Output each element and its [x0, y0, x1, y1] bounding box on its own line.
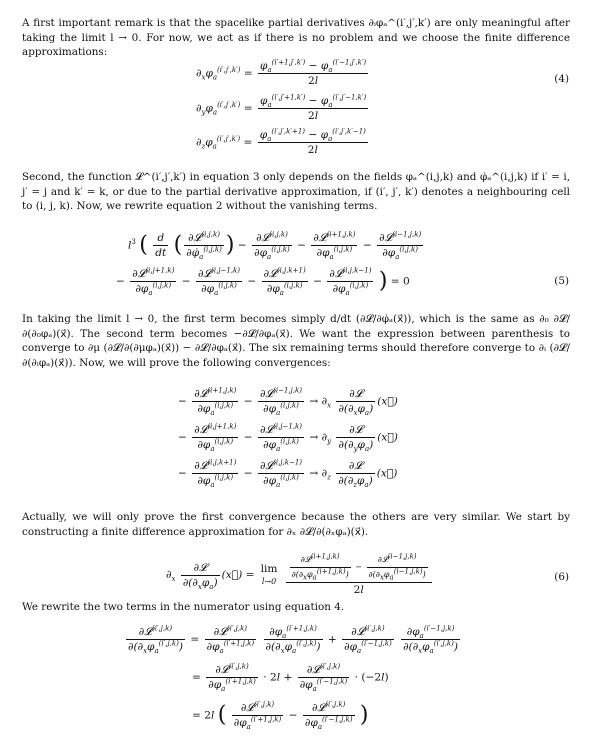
equation-5-line-2: − $\frac{\partial 𝓛^{(i,j+1,k)}}{\partial\varphi_a^{(i,j,k)}}$ − $\frac{\partial 𝓛^{(i,j-1,k)}}{\partial\varphi_a^{(i,j,k)}}$ − $\frac{\partial 𝓛^{(i,j,k+1)}}{\partial\varphi_a^{(i,j,k)}}$ − $\frac{\partial 𝓛^{(i,j,k-1)}}{\partial\varphi_a^{(i,j,k)}}$ ) = 0: [116, 266, 410, 298]
equation-4-y: $\partial_y\varphi_a^{(i',j',k')}$ = $\frac{\varphi_a^{(i',j'+1,k')} - \varphi_a^{(i',j'-1,k')}}{2l}$: [196, 93, 367, 122]
paragraph-1-text: A first important remark is that the spacelike partial derivatives ∂ᵢφₐ^(i′,j′,k′) are only meaningful after taking the limit l → 0. For now, we act as if there is no problem and we choose the finite difference approximations:: [22, 17, 570, 58]
paragraph-2: [22, 170, 570, 214]
equation-6: $\partial_x$ $\frac{\text{∂𝓛}}{\partial(\partial_x\varphi_a)}$ (x⃗) = lim l→0 $\frac{\partial 𝓛^{(i+1,j,k)}}{\partial(\partial_x\varphi_a^{(i+1,j,k)})}$ − $\frac{\partial 𝓛^{(i-1,j,k)}}{\partial(\partial_x\varphi_a^{(i-1,j,k)})}$ 2l: [166, 554, 434, 596]
paragraph-5: [22, 600, 570, 615]
paragraph-5-text: We rewrite the two terms in the numerator using equation 4.: [22, 601, 345, 613]
equation-6-number: (6): [554, 571, 569, 583]
rewrite-line-3: = 2l ( $\frac{\partial 𝓛^{(i',j,k)}}{\partial\varphi_a^{(i'+1,j,k)}}$ − $\frac{\partial 𝓛^{(i',j,k)}}{\partial\varphi_a^{(i'-1,j,k)}}$ ): [192, 700, 369, 732]
convergence-z: − $\frac{\partial 𝓛^{(i,j,k+1)}}{\partial\varphi_a^{(i,j,k)}}$ − $\frac{\partial 𝓛^{(i,j,k-1)}}{\partial\varphi_a^{(i,j,k)}}$ → $\partial_z$ $\frac{\text{∂𝓛}}{\partial(\partial_z\varphi_a)}$ (x⃗): [178, 458, 398, 490]
paragraph-3-text: In taking the limit l → 0, the first term becomes simply d/dt (∂𝓛/∂φ̇ₐ(x⃗)), which is the same as ∂₀ ∂𝓛/∂(∂₀φₐ)(x⃗). The second term becomes −∂𝓛/∂φₐ(x⃗). We want the expression between parenthesis to converge to ∂μ (∂𝓛/∂(∂μφₐ)(x⃗)) − ∂𝓛/∂φₐ(x⃗). The six remaining terms should therefore converge to ∂ᵢ (∂𝓛/∂(∂ᵢφₐ)(x⃗)). Now, we will prove the following convergences:: [22, 313, 570, 369]
equation-5-number: (5): [554, 275, 569, 287]
paragraph-4: [22, 510, 570, 539]
equation-4-z: $\partial_z\varphi_a^{(i',j',k')}$ = $\frac{\varphi_a^{(i',j',k'+1)} - \varphi_a^{(i',j',k'-1)}}{2l}$: [196, 127, 366, 156]
paragraph-3: [22, 312, 570, 370]
rewrite-line-1: $\frac{\partial 𝓛^{(i',j,k)}}{\partial(\partial_x\varphi_a^{(i',j,k)})}$ = $\frac{\partial 𝓛^{(i',j,k)}}{\partial\varphi_a^{(i'+1,j,k)}}$ $\frac{\partial\varphi_a^{(i'+1,j,k)}}{\partial(\partial_x\varphi_a^{(i',j,k)})}$ + $\frac{\partial 𝓛^{(i',j,k)}}{\partial\varphi_a^{(i'-1,j,k)}}$ $\frac{\partial\varphi_a^{(i'-1,j,k)}}{\partial(\partial_x\varphi_a^{(i',j,k)})}$: [128, 624, 459, 656]
paragraph-2-text: Second, the function 𝓛^(i′,j′,k′) in equation 3 only depends on the fields φₐ^(i,j,k) and φ̇ₐ^(i,j,k) if i′ = i, j′ = j and k′ = k, or due to the partial derivative approximation, if (i′, j′, k′) denotes a neighbouring cell to (i, j, k). Now, we rewrite equation 2 without the vanishing terms.: [22, 171, 570, 212]
paragraph-4-text: Actually, we will only prove the first convergence because the others are very similar. We start by constructing a finite difference approximation for ∂ₓ ∂𝓛/∂(∂ₓφₐ)(x⃗).: [22, 511, 570, 538]
equation-4-number: (4): [554, 73, 569, 85]
convergence-y: − $\frac{\partial 𝓛^{(i,j+1,k)}}{\partial\varphi_a^{(i,j,k)}}$ − $\frac{\partial 𝓛^{(i,j-1,k)}}{\partial\varphi_a^{(i,j,k)}}$ → $\partial_y$ $\frac{\text{∂𝓛}}{\partial(\partial_y\varphi_a)}$ (x⃗): [178, 422, 398, 454]
paragraph-1: [22, 16, 570, 60]
equation-4-x: $\partial_x\varphi_a^{(i',j',k')}$ = $\frac{\varphi_a^{(i'+1,j',k')} - \varphi_a^{(i'-1,j',k')}}{2l}$: [196, 58, 367, 87]
rewrite-line-2: = $\frac{\partial 𝓛^{(i',j,k)}}{\partial\varphi_a^{(i'+1,j,k)}}$ · 2l + $\frac{\partial 𝓛^{(i',j,k)}}{\partial\varphi_a^{(i'-1,j,k)}}$ · (−2l): [192, 662, 389, 694]
equation-5-line-1: $l^3$ ( $\frac{d}{dt}$ ( $\frac{\partial 𝓛^{(i,j,k)}}{\partial\varphi̇_a^{(i,j,k)}}$ ) − $\frac{\partial 𝓛^{(i,j,k)}}{\partial\varphi_a^{(i,j,k)}}$ − $\frac{\partial 𝓛^{(i+1,j,k)}}{\partial\varphi_a^{(i,j,k)}}$ − $\frac{\partial 𝓛^{(i-1,j,k)}}{\partial\varphi_a^{(i,j,k)}}$: [128, 230, 422, 262]
convergence-x: − $\frac{\partial 𝓛^{(i+1,j,k)}}{\partial\varphi_a^{(i,j,k)}}$ − $\frac{\partial 𝓛^{(i-1,j,k)}}{\partial\varphi_a^{(i,j,k)}}$ → $\partial_x$ $\frac{\text{∂𝓛}}{\partial(\partial_x\varphi_a)}$ (x⃗): [178, 386, 398, 418]
